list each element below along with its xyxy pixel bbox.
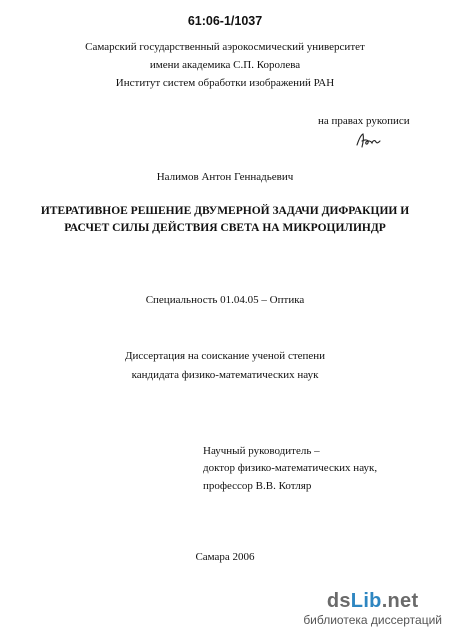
document-code: 61:06-1/1037 — [187, 14, 263, 28]
watermark-logo — [303, 591, 442, 627]
specialty: Специальность 01.04.05 – Оптика — [145, 294, 305, 306]
watermark-brand-ds: ds — [326, 590, 351, 612]
watermark-brand — [303, 591, 442, 611]
institute-name: Институт систем обработки изображений РАН — [115, 77, 335, 89]
degree-line-1: Диссертация на соискание ученой степени — [124, 350, 326, 362]
city-year: Самара 2006 — [195, 551, 255, 563]
watermark-brand-lib: Lib — [350, 590, 382, 612]
supervisor-line-1: Научный руководитель – — [203, 445, 320, 457]
manuscript-rights: на правах рукописи — [318, 115, 410, 127]
supervisor-line-2: доктор физико-математических наук, — [203, 462, 378, 474]
thesis-title-line-2: РАСЧЕТ СИЛЫ ДЕЙСТВИЯ СВЕТА НА МИКРОЦИЛИНДР — [64, 222, 386, 234]
thesis-title-line-1: ИТЕРАТИВНОЕ РЕШЕНИЕ ДВУМЕРНОЙ ЗАДАЧИ ДИФРАКЦИИ И — [40, 205, 410, 217]
watermark-brand-net: .net — [381, 590, 419, 612]
author-name: Налимов Антон Геннадьевич — [156, 171, 294, 183]
supervisor-line-3: профессор В.В. Котляр — [203, 480, 312, 492]
university-name: Самарский государственный аэрокосмический университет — [85, 41, 365, 53]
university-named-after: имени академика С.П. Королева — [149, 59, 301, 71]
degree-line-2: кандидата физико-математических наук — [131, 369, 319, 381]
watermark-subtitle: библиотека диссертаций — [303, 613, 442, 627]
signature-icon — [354, 130, 382, 150]
